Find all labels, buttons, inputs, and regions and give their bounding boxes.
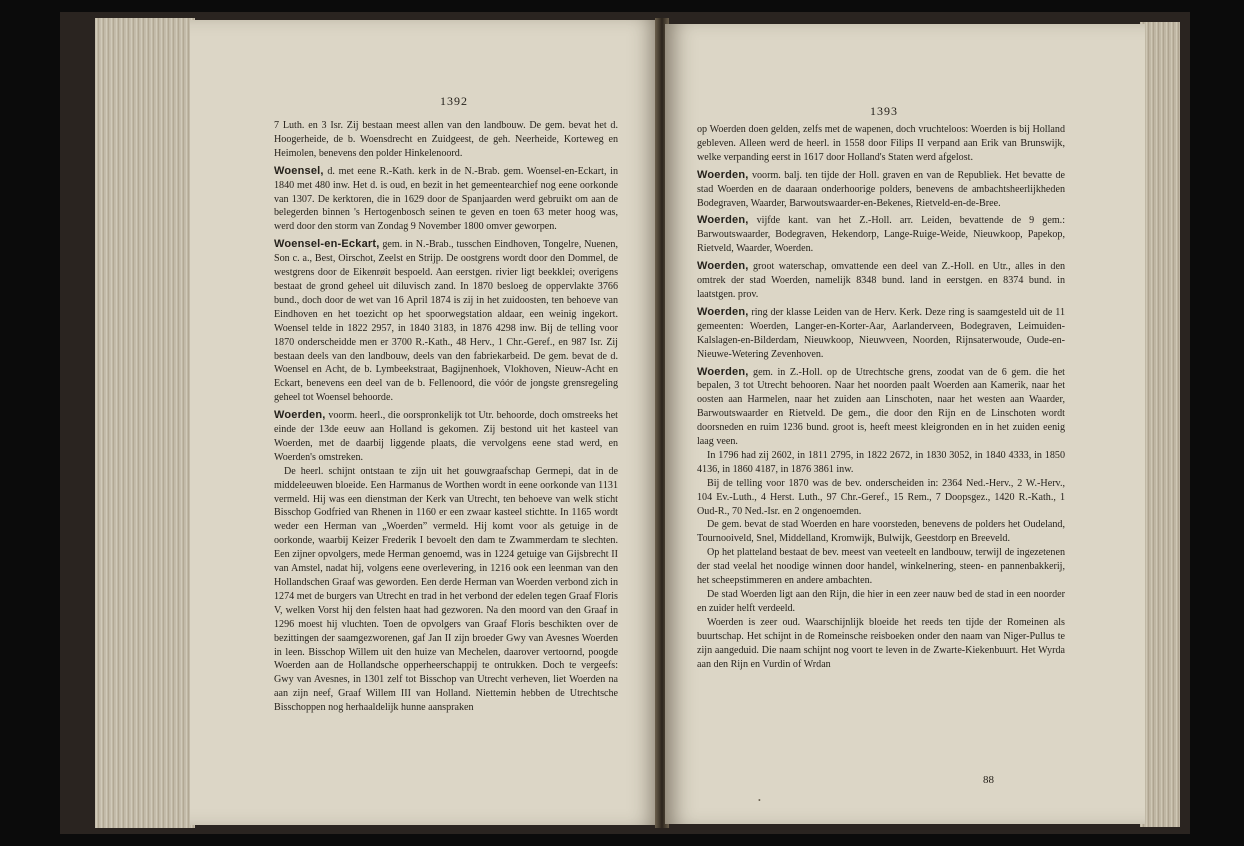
paragraph [697, 214, 1065, 256]
paragraph-text: groot waterschap, omvattende een deel van Z.-Holl. en Utr., alles in den omtrek der stad Woerden, namelijk 8348 bund. land in eerstgen. en 8374 bund. in laatstgen. prov. [697, 261, 1065, 300]
paragraph [697, 477, 1065, 519]
paragraph [697, 366, 1065, 449]
paragraph [697, 306, 1065, 362]
paragraph [697, 546, 1065, 588]
entry-keyword: Woensel, [274, 164, 324, 177]
paragraph [274, 165, 618, 235]
paragraph-text: gem. in N.-Brab., tusschen Eindhoven, Tongelre, Nuenen, Son c. a., Best, Oirschot, Zeelst en Strijp. De oostgrens wordt door den Dommel, de westgrens door de Eikenrøit bespoeld. Aan eerstgen. rivier ligt beekklei; overigens bestaat de grond geheel uit diluvisch zand. In 1870 besloeg de oppervlakte 3766 bund., doch door de wet van 16 April 1874 is zij in het zuidoosten, ten behoeve van Eindhoven en het toezicht op het spoorwegstation aldaar, een weinig ingekort. Woensel telde in 1822 2957, in 1840 3183, in 1876 4298 inw. Bij de telling voor 1870 onderscheidde men er 3700 R.-Kath., 48 Herv., 1 Chr.-Geref., en 987 Isr. Zij bestaan deels van den landbouw, deels van den fabriekarbeid. De gem. bevat de d. Woensel en Acht, de b. Lymbeekstraat, Bagijnenhoek, Vlokhoven, Nieuw-Acht en Eckart, benevens een deel van de b. Fellenoord, die vóór de jongste grensregeling geheel tot Woensel behoorde. [274, 239, 618, 404]
entry-keyword: Woerden, [697, 168, 749, 181]
paragraph-text: Bij de telling voor 1870 was de bev. onderscheiden in: 2364 Ned.-Herv., 2 W.-Herv., 104 Ev.-Luth., 4 Herst. Luth., 97 Chr.-Geref., 15 Rem., 7 Doopsgez., 1420 R.-Kath., 1 Oud-R., 70 Ned.-Isr. en 2 ongenoemden. [697, 477, 1065, 517]
paragraph [274, 465, 618, 715]
signature-mark: 88 [983, 774, 994, 786]
paragraph [697, 169, 1065, 211]
paragraph [697, 123, 1065, 165]
paragraph-text: 7 Luth. en 3 Isr. Zij bestaan meest allen van den landbouw. De gem. bevat het d. Hoogerheide, de b. Woensdrecht en Zuidgeest, de geh. Neerheide, Korteweg en Heimolen, benevens den polder Hinkelenoord. [274, 120, 618, 159]
paragraph-text: voorm. heerl., die oorspronkelijk tot Utr. behoorde, doch omstreeks het einde der 13de eeuw aan Holland is gekomen. Zij bestond uit het kasteel van Woerden, met de daarbij liggende plaats, die vervolgens eene stad werd, en Woerden's omstreken. [274, 410, 618, 463]
entry-keyword: Woerden, [697, 365, 749, 378]
paragraph-text: Op het platteland bestaat de bev. meest van veeteelt en landbouw, terwijl de ingezetenen der stad veelal het noodige winnen door handel, winkelnering, steen- en pannenbakkerij, het scheepstimmeren en andere ambachten. [697, 547, 1065, 587]
paragraph-text: voorm. balj. ten tijde der Holl. graven en van de Republiek. Het bevatte de stad Woerden en de daaraan onderhoorige polders, benevens de ambachtsheerlijkheden Bodegraven, Waarder, Barwoutswaarder-en-Bekenes, Rietveld-en-de-Bree. [697, 169, 1065, 209]
page-number-right: 1393 [870, 104, 898, 118]
paragraph [274, 238, 618, 405]
paragraph-text: gem. in Z.-Holl. op de Utrechtsche grens, zoodat van de 6 gem. die het bepalen, 3 tot Utrecht behooren. Naar het noorden paalt Woerden aan Kamerik, naar het oosten aan Harmelen, naar het zuiden aan Linschoten, naar het westen aan Waarder, Barwoutswaarder en Rietveld. De gem., die door den Rijn en de Linschoten wordt doorsneden en ruim 1236 bund. groot is, heeft meest kleigronden en in het zuiden eenig laag veen. [697, 366, 1065, 448]
paragraph [697, 449, 1065, 477]
paragraph [697, 260, 1065, 302]
left-page [190, 20, 660, 825]
paragraph-text: In 1796 had zij 2602, in 1811 2795, in 1822 2672, in 1830 3052, in 1840 4333, in 1850 4136, in 1860 4187, in 1876 3861 inw. [697, 449, 1065, 475]
entry-keyword: Woerden, [697, 305, 749, 318]
entry-keyword: Woerden, [274, 409, 326, 422]
entry-keyword: Woerden, [697, 260, 749, 273]
page-number-left: 1392 [440, 94, 468, 108]
paragraph-text: d. met eene R.-Kath. kerk in de N.-Brab. gem. Woensel-en-Eckart, in 1840 met 480 inw. Het d. is oud, en bezit in het gemeentearchief nog eene oorkonde van 1307. De kerktoren, die in 1629 door de Spanjaarden werd gebruikt om aan de belegerden binnen 's Hertogenbosch seinen te geven en toen 63 meter hoog was, werd door den storm van Zondag 9 November 1800 omver geworpen. [274, 165, 618, 233]
paragraph-text: op Woerden doen gelden, zelfs met de wapenen, doch vruchteloos: Woerden is bij Holland gebleven. Alleen werd de heerl. in 1558 door Filips II verpand aan Erik van Brunswijk, welke verpanding eerst in 1617 door Holland's Staten werd afgelost. [697, 124, 1065, 163]
entry-keyword: Woensel-en-Eckart, [274, 238, 380, 251]
paragraph [697, 518, 1065, 546]
paragraph [697, 616, 1065, 672]
paragraph [697, 588, 1065, 616]
page-edges-left [95, 18, 195, 828]
left-page-text [274, 119, 618, 715]
paper-speck: • [758, 796, 761, 805]
paragraph [274, 119, 618, 161]
paragraph-text: De heerl. schijnt ontstaan te zijn uit het gouwgraafschap Germepi, dat in de middeleeuwen bloeide. Een Harmanus de Worthen wordt in eene oorkonde van 1131 vermeld. Hij was een dienstman der Kerk van Utrecht, ten behoeve van welk sticht Bisschop Godfried van Rhenen in 1160 er een zwaar kasteel stichtte. In 1165 wordt weder een Herman van „Woerden” vermeld. Hij komt voor als getuige in de oorkonde, waarbij Keizer Frederik I bevoelt den dam te Zwammerdam te slechten. Een zijner opvolgers, mede Herman genoemd, was in 1224 getuige van Gijsbrecht II van Amstel, nadat hij, volgens eene overlevering, in 1216 ook een leenman van den Hollandschen Graaf was geworden. Een derde Herman van Woerden verbond zich in 1274 met de burgers van Utrecht en trad in het verbond der edelen tegen Graaf Floris V, welken Vorst hij den felsten haat had gezworen. Na den moord van den Graaf in 1296 moest hij vluchten. Toen de opvolgers van Graaf Floris beschikten over de bezittingen der saamgezworenen, gaf Jan II zijn broeder Gwy van Avesnes Woerden in leen. Bisschop Willem uit den huize van Mechelen, daarover vertoornd, poogde Woerden aan de Hollandsche opperheerschappij te ontrukken. Doch te vergeefs: Gwy van Avesnes, in 1301 zelf tot Bisschop van Utrecht verheven, liet Woerden na aan zijn neef, Graaf Willem III van Holland. Niettemin hebben de Utrechtsche Bisschoppen nog herhaaldelijk hunne aanspraken [274, 465, 618, 714]
page-edges-right [1140, 22, 1180, 827]
paragraph-text: Woerden is zeer oud. Waarschijnlijk bloeide het reeds ten tijde der Romeinen als buurtschap. Het schijnt in de Romeinsche reisboeken onder den naam van Niger-Pullus te zijn aangeduid. Die naam schijnt nog voort te leven in de Zwarte-Kiekenbuurt. Het Wyrda aan den Rijn en Vurdin of Wrdan [697, 616, 1065, 670]
entry-keyword: Woerden, [697, 214, 749, 227]
paragraph-text: ring der klasse Leiden van de Herv. Kerk. Deze ring is saamgesteld uit de 11 gemeenten: Woerden, Langer-en-Korter-Aar, Aarlanderveen, Bodegraven, Leimuiden-Kalslagen-en-Bilderdam, Nieuwkoop, Nieuwveen, Noorden, Rijnsaterwoude, Oude-en-Nieuwe-Wetering Zevenhoven. [697, 306, 1065, 360]
right-page-text [697, 123, 1065, 671]
paragraph-text: vijfde kant. van het Z.-Holl. arr. Leiden, bevattende de 9 gem.: Barwoutswaarder, Bodegraven, Hekendorp, Lange-Ruige-Weide, Nieuwkoop, Papekop, Rietveld, Waarder, Woerden. [697, 215, 1065, 255]
paragraph-text: De stad Woerden ligt aan den Rijn, die hier in een zeer nauw bed de stad in een noorder en zuider helft verdeeld. [697, 589, 1065, 614]
paragraph-text: De gem. bevat de stad Woerden en hare voorsteden, benevens de polders het Oudeland, Tournooiveld, Snel, Middelland, Kromwijk, Bulwijk, Geestdorp en Breeveld. [697, 519, 1065, 545]
paragraph [274, 409, 618, 465]
right-page [665, 24, 1145, 824]
